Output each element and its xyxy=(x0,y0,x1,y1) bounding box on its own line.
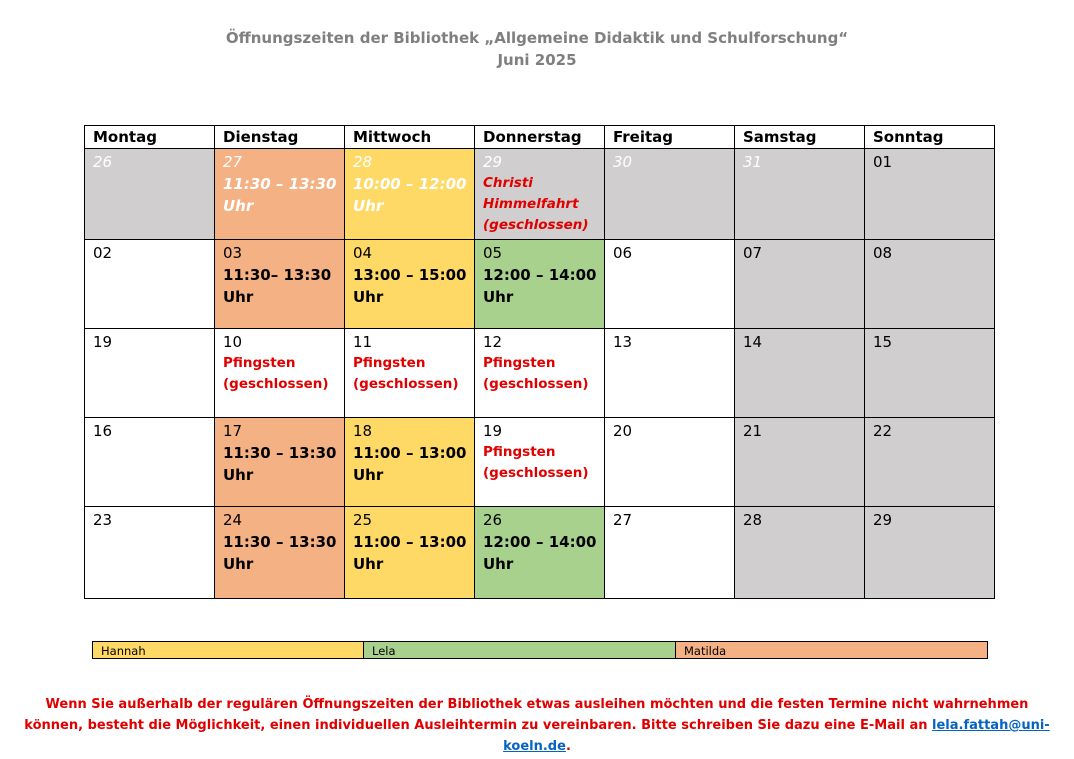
day-number: 29 xyxy=(873,511,893,529)
opening-hours: 11:30 – 13:30 Uhr xyxy=(223,444,337,484)
day-cell xyxy=(215,507,345,599)
day-number: 25 xyxy=(353,511,373,529)
day-number: 18 xyxy=(353,422,373,440)
footer-note xyxy=(14,694,1060,757)
day-number: 15 xyxy=(873,333,893,351)
day-cell xyxy=(215,149,345,240)
day-number: 11 xyxy=(353,333,373,351)
day-cell xyxy=(345,329,475,418)
day-cell xyxy=(85,507,215,599)
day-cell xyxy=(865,329,995,418)
day-cell xyxy=(475,149,605,240)
closed-note: Christi Himmelfahrt (geschlossen) xyxy=(483,175,589,233)
day-cell xyxy=(215,240,345,329)
day-cell xyxy=(85,240,215,329)
day-cell xyxy=(85,149,215,240)
weekday-header: Donnerstag xyxy=(475,126,605,149)
day-number: 05 xyxy=(483,244,503,262)
weekday-header-row xyxy=(85,126,995,149)
day-number: 26 xyxy=(483,511,503,529)
day-cell xyxy=(605,507,735,599)
closed-note: Pfingsten (geschlossen) xyxy=(483,355,589,392)
day-cell xyxy=(605,418,735,507)
closed-note: Pfingsten (geschlossen) xyxy=(353,355,459,392)
opening-hours: 11:30 – 13:30 Uhr xyxy=(223,175,337,215)
day-cell xyxy=(865,418,995,507)
week-row xyxy=(85,418,995,507)
week-row xyxy=(85,240,995,329)
day-number: 17 xyxy=(223,422,243,440)
day-number: 04 xyxy=(353,244,373,262)
week-row xyxy=(85,507,995,599)
opening-hours: 10:00 – 12:00 Uhr xyxy=(353,175,467,215)
week-row xyxy=(85,149,995,240)
opening-hours: 11:00 – 13:00 Uhr xyxy=(353,444,467,484)
day-number: 22 xyxy=(873,422,893,440)
weekday-header: Dienstag xyxy=(215,126,345,149)
day-cell xyxy=(345,240,475,329)
day-number: 02 xyxy=(93,244,113,262)
day-cell xyxy=(735,149,865,240)
day-number: 20 xyxy=(613,422,633,440)
day-number: 19 xyxy=(93,333,113,351)
opening-hours: 11:00 – 13:00 Uhr xyxy=(353,533,467,573)
day-cell xyxy=(345,418,475,507)
day-number: 03 xyxy=(223,244,243,262)
day-number: 19 xyxy=(483,422,503,440)
opening-hours: 12:00 – 14:00 Uhr xyxy=(483,533,597,573)
day-cell xyxy=(85,418,215,507)
page-title: Öffnungszeiten der Bibliothek „Allgemeine Didaktik und Schulforschung“ xyxy=(225,29,849,47)
day-cell xyxy=(865,149,995,240)
legend-matilda: Matilda xyxy=(676,642,987,658)
day-number: 01 xyxy=(873,153,893,171)
day-cell xyxy=(735,240,865,329)
day-number: 06 xyxy=(613,244,633,262)
calendar-table xyxy=(84,125,995,599)
day-number: 13 xyxy=(613,333,633,351)
day-cell xyxy=(215,329,345,418)
footer-text: Wenn Sie außerhalb der regulären Öffnungszeiten der Bibliothek etwas ausleihen möchten und die festen Termine nicht wahrnehmen können, besteht die Möglichkeit, einen individuellen Ausleihtermin zu vereinbaren. Bitte schreiben Sie dazu eine E-Mail an xyxy=(24,697,1029,733)
footer-end: . xyxy=(565,739,571,754)
day-cell xyxy=(215,418,345,507)
day-number: 24 xyxy=(223,511,243,529)
day-number: 07 xyxy=(743,244,763,262)
day-cell xyxy=(475,418,605,507)
day-number: 29 xyxy=(483,153,503,171)
weekday-header: Mittwoch xyxy=(345,126,475,149)
day-number: 12 xyxy=(483,333,503,351)
day-cell xyxy=(345,149,475,240)
legend-hannah: Hannah xyxy=(93,642,364,658)
day-number: 31 xyxy=(743,153,763,171)
day-number: 28 xyxy=(353,153,373,171)
day-number: 10 xyxy=(223,333,243,351)
day-cell xyxy=(345,507,475,599)
opening-hours: 13:00 – 15:00 Uhr xyxy=(353,266,467,306)
weekday-header: Montag xyxy=(85,126,215,149)
day-cell xyxy=(605,240,735,329)
day-number: 16 xyxy=(93,422,113,440)
closed-note: Pfingsten (geschlossen) xyxy=(223,355,329,392)
day-cell xyxy=(475,507,605,599)
day-cell xyxy=(865,507,995,599)
day-cell xyxy=(605,329,735,418)
day-number: 27 xyxy=(223,153,243,171)
day-cell xyxy=(605,149,735,240)
week-row xyxy=(85,329,995,418)
closed-note: Pfingsten (geschlossen) xyxy=(483,444,589,481)
day-cell xyxy=(475,329,605,418)
day-number: 21 xyxy=(743,422,763,440)
day-cell xyxy=(735,418,865,507)
opening-hours: 12:00 – 14:00 Uhr xyxy=(483,266,597,306)
legend-lela: Lela xyxy=(364,642,676,658)
day-cell xyxy=(735,329,865,418)
weekday-header: Freitag xyxy=(605,126,735,149)
day-cell xyxy=(865,240,995,329)
day-number: 30 xyxy=(613,153,633,171)
weekday-header: Samstag xyxy=(735,126,865,149)
day-cell xyxy=(735,507,865,599)
page-subtitle: Juni 2025 xyxy=(497,51,577,69)
email-link[interactable]: lela.fattah@uni-koeln.de xyxy=(503,718,1050,754)
day-number: 08 xyxy=(873,244,893,262)
opening-hours: 11:30 – 13:30 Uhr xyxy=(223,533,337,573)
weekday-header: Sonntag xyxy=(865,126,995,149)
day-number: 23 xyxy=(93,511,113,529)
day-cell xyxy=(85,329,215,418)
day-number: 14 xyxy=(743,333,763,351)
day-number: 26 xyxy=(93,153,113,171)
day-number: 27 xyxy=(613,511,633,529)
staff-legend xyxy=(92,641,988,659)
day-cell xyxy=(475,240,605,329)
opening-hours: 11:30– 13:30 Uhr xyxy=(223,266,332,306)
day-number: 28 xyxy=(743,511,763,529)
